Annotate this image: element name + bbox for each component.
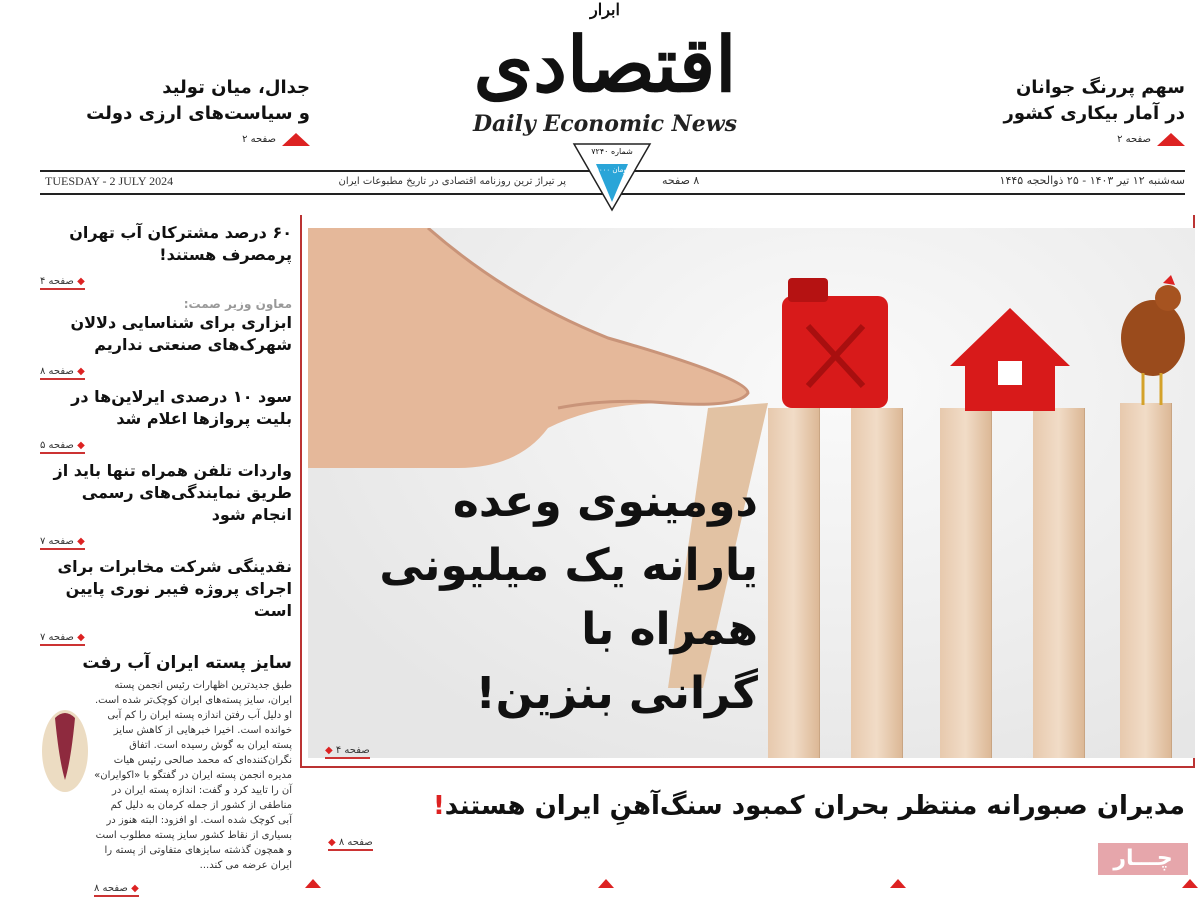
second-page-ref[interactable] (328, 830, 373, 851)
page-ref[interactable]: ◆ صفحه ۷ (40, 632, 85, 646)
sidebar-title: واردات تلفن همراه تنها باید از طریق نمایندگی‌های رسمی انجام شود (53, 461, 292, 524)
logo-persian: اقتصادی (473, 20, 737, 109)
page-ref[interactable]: ◆ صفحه ۸ (40, 366, 85, 380)
english-date: TUESDAY - 2 JULY 2024 (45, 174, 174, 188)
page-ref[interactable]: ◆ صفحه ۴ (40, 276, 85, 290)
lead-headline[interactable] (318, 470, 758, 726)
logo-english: Daily Economic News (472, 111, 738, 137)
pistachio-body: طبق جدیدترین اظهارات رئیس انجمن پسته ایران، سایز پسته‌های ایران کوچک‌تر شده است. او دلیل آب رفتن اندازه پسته ایران را کم آبی خوانده است. اخیرا خبرهایی از کاهش سایز پسته ایران به گوش رسیده است. اتفاق نگران‌کننده‌ای که محمد صالحی رئیس هیات مدیره انجمن پسته ایران در گفتگو با «اکوایران» آن را تایید کرد و گفت: اندازه پسته ایران در مناطقی از کشور از جمله کرمان به دلیل کم آبی کوچک شده است. او افزود: البته هنوز در بسیاری از نقاط کشور سایز پسته مطلوب است و همچون گذشته سایزهای متفاوتی از پسته را ایران عرضه می کند... (94, 680, 292, 871)
persian-date: سه‌شنبه ۱۲ تیر ۱۴۰۳ - ۲۵ ذوالحجه ۱۴۴۵ (999, 174, 1185, 187)
teaser-left[interactable] (40, 75, 310, 146)
triangle-icon (598, 879, 614, 888)
page-ref[interactable]: ◆ صفحه ۷ (40, 536, 85, 550)
teaser-right-line2: در آمار بیکاری کشور (1003, 103, 1185, 124)
teaser-right-line1: سهم پررنگ جوانان (1015, 77, 1185, 98)
second-headline[interactable] (385, 788, 1185, 824)
teaser-left-line1: جدال، میان تولید (162, 77, 310, 98)
second-headline-text: مدیران صبورانه منتظر بحران کمبود سنگ‌آهنِ ایران هستند (444, 791, 1185, 821)
page-ref[interactable]: ◆ صفحه ۵ (40, 440, 85, 454)
masthead-logo (420, 0, 790, 140)
triangle-icon (1157, 133, 1185, 146)
section-badge: چـــار (1098, 843, 1188, 875)
sidebar-news (40, 222, 292, 897)
sidebar-kicker: معاون وزیر صمت: (183, 297, 292, 311)
slogan: پر تیراژ ترین روزنامه اقتصادی در تاریخ مطبوعات ایران (338, 176, 566, 187)
pistachio-title: سایز پسته ایران آب رفت (82, 653, 292, 673)
teaser-left-page: صفحه ۲ (242, 134, 276, 145)
sidebar-title: ابزاری برای شناسایی دلالان شهرک‌های صنعتی نداریم (70, 313, 292, 354)
pistachio-image (40, 708, 90, 794)
teaser-right-page: صفحه ۲ (1117, 134, 1151, 145)
page-ref[interactable]: ◆ صفحه ۸ (94, 883, 139, 897)
price: ۵۰۰۰ تومان (595, 166, 629, 174)
sidebar-title: سود ۱۰ درصدی ایرلاین‌ها در بلیت پروازها اعلام شد (71, 387, 292, 428)
logo-small-text: ابرار (590, 0, 620, 19)
house-icon (940, 306, 1080, 416)
sidebar-item[interactable] (40, 296, 292, 380)
exclaim-mark: ! (432, 791, 445, 821)
lead-page-ref[interactable] (325, 738, 370, 759)
sidebar-item[interactable] (40, 386, 292, 454)
sidebar-item[interactable] (40, 556, 292, 646)
sidebar-item[interactable] (40, 460, 292, 550)
triangle-icon (1182, 879, 1198, 888)
triangle-icon (282, 133, 310, 146)
sidebar-title: نقدینگی شرکت مخابرات برای اجرای پروژه فیبر نوری پایین است (57, 557, 292, 620)
issue-number: شماره ۷۲۴۰ (591, 147, 633, 156)
sidebar-title: ۶۰ درصد مشترکان آب تهران پرمصرف هستند! (69, 223, 292, 264)
teaser-right[interactable] (925, 75, 1185, 146)
lead-headline-line: گرانی بنزین! (475, 668, 758, 719)
triangle-icon (890, 879, 906, 888)
lead-headline-line: دومینوی وعده (452, 476, 758, 527)
page-ref[interactable]: ◆ صفحه ۴ (325, 745, 370, 759)
teaser-left-line2: و سیاست‌های ارزی دولت (86, 103, 310, 124)
lead-headline-line: همراه با (581, 604, 758, 655)
triangle-icon (305, 879, 321, 888)
pistachio-story[interactable] (40, 652, 292, 897)
page-ref[interactable]: ◆ صفحه ۸ (328, 837, 373, 851)
lead-headline-line: یارانه یک میلیونی (379, 540, 758, 591)
bottom-strip (300, 879, 1200, 889)
chicken-icon (1113, 273, 1193, 408)
jerrycan-icon (778, 276, 894, 411)
page-count: ۸ صفحه (662, 174, 700, 187)
sidebar-item[interactable] (40, 222, 292, 290)
